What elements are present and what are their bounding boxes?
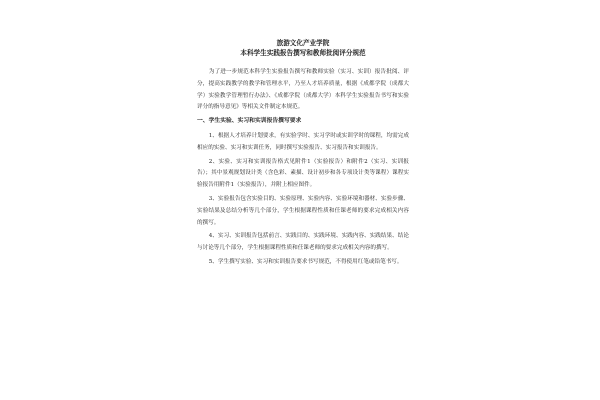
section1-heading: 一、学生实验、实习和实训报告撰写要求: [197, 118, 302, 125]
requirement-item-2: 2、实验、实习和实训报告格式见附件1（实验报告）和附件2（实习、实训报告）；其中景观规划设计类（含色彩、素描、设计初步和各专项设计类等课程）课程实验报告用附件1（实验报告），并附上相应图件。: [197, 158, 409, 189]
document-title-line1: 旅游文化产业学院: [276, 39, 330, 47]
requirement-item-3: 3、实验报告包含实验目的、实验原理、实验内容、实验环境和器材、实验步骤、实验结果及总结分析等几个部分，学生根据课程性质和任课老师的要求完成相关内容的撰写。: [197, 195, 409, 226]
document-title-line2: 本科学生实践报告撰写和教师批阅评分规范: [240, 49, 366, 57]
intro-paragraph: 为了进一步规范本科学生实验报告撰写和教师实验（实习、实训）报告批阅、评分，提高实践教学的教学和管理水平，乃至人才培养质量，根据《成都学院（成都大学）实验教学管理暂行办法》、《成都学院（成都大学）本科学生实验报告书写和实验评分的指导意见》等相关文件制定本规范。: [197, 69, 409, 111]
document-body: [197, 38, 409, 271]
requirement-item-1: 1、根据人才培养计划要求，有实验学时、实习学时或实训学时的课程，均需完成相应的实验、实习和实训任务，同时撰写实验报告、实习报告和实训报告。: [197, 132, 409, 151]
requirement-item-4: 4、实习、实训报告包括前言、实践目的、实践环境、实践内容、实践结果、结论与讨论等几个部分，学生根据课程性质和任课老师的要求完成相关内容的撰写。: [197, 233, 409, 252]
requirement-item-5: 5、学生撰写实验、实习和实训报告要求书写规范，不得使用红笔或铅笔书写。: [208, 258, 403, 265]
